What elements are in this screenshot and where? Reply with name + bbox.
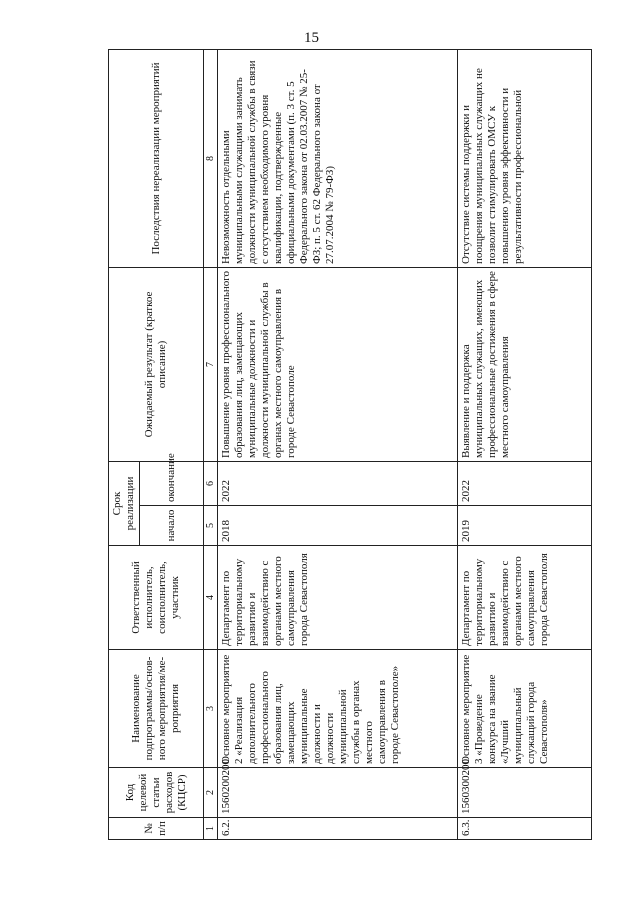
column-number: 1 xyxy=(204,818,218,840)
header-responsible: Ответственный исполнитель, соисполнитель, участник xyxy=(109,546,204,650)
table-row xyxy=(458,49,592,839)
row-responsible: Департамент по территориальному развитию и взаимодействию с органами местного самоуправления города Севастополя xyxy=(458,546,592,650)
table-row xyxy=(218,49,458,839)
row-consequence: Отсутствие системы поддержки и поощрения муниципальных служащих не позволит стимулировать ОМСУ к повышению уровня эффективности и результативности профессиональной xyxy=(458,49,592,267)
row-end: 2022 xyxy=(218,461,458,505)
row-num: 6.3. xyxy=(458,818,592,840)
column-number: 4 xyxy=(204,546,218,650)
column-number-row xyxy=(204,49,218,839)
row-code: 1560300200 xyxy=(458,768,592,818)
header-period: Срок реализации xyxy=(109,461,140,545)
row-consequence: Невозможность отдельными муниципальными служащими занимать должности муниципальной службы в связи с отсутствием необходимого уровня квалификации, подтвержденные официальными документами (п. 3 ст. 5 Федерального закона от 02.03.2007 № 25-ФЗ; п. 5 ст. 62 Федерального закона от 27.07.2004 № 79-ФЗ) xyxy=(218,49,458,267)
header-end: окончание xyxy=(140,461,204,505)
header-result: Ожидаемый результат (краткое описание) xyxy=(109,267,204,461)
row-num: 6.2. xyxy=(218,818,458,840)
row-start: 2018 xyxy=(218,506,458,546)
header-consequence: Последствия нереализации мероприятий xyxy=(109,49,204,267)
column-number: 3 xyxy=(204,650,218,768)
row-responsible: Департамент по территориальному развитию и взаимодействию с органами местного самоуправления города Севастополя xyxy=(218,546,458,650)
row-name: Основное мероприятие 2 «Реализация дополнительного профессионального образования лиц, замещающих муниципальные должности и должности муниципальной службы в органах местного самоуправления в городе Севастополе» xyxy=(218,650,458,768)
row-result: Повышение уровня профессионального образования лиц, замещающих муниципальные должности и должности муниципальной службы в органах местного самоуправления в городе Севастополе xyxy=(218,267,458,461)
page-number: 15 xyxy=(304,30,319,46)
header-code: Код целевой статьи расходов (КЦСР) xyxy=(109,768,204,818)
header-num: № п/п xyxy=(109,818,204,840)
header-start: начало xyxy=(140,506,204,546)
row-code: 1560200200 xyxy=(218,768,458,818)
column-number: 6 xyxy=(204,461,218,505)
row-start: 2019 xyxy=(458,506,592,546)
column-number: 2 xyxy=(204,768,218,818)
measures-table xyxy=(108,49,592,840)
column-number: 7 xyxy=(204,267,218,461)
row-result: Выявление и поддержка муниципальных служащих, имеющих профессиональные достижения в сфере местного самоуправления xyxy=(458,267,592,461)
row-name: Основное мероприятие 3 «Проведение конкурса на звание «Лучший муниципальный служащий города Севастополя» xyxy=(458,650,592,768)
row-end: 2022 xyxy=(458,461,592,505)
header-name: Наименование подпрограммы/основ-ного мероприятия/ме-роприятия xyxy=(109,650,204,768)
column-number: 5 xyxy=(204,506,218,546)
column-number: 8 xyxy=(204,49,218,267)
header-row-1 xyxy=(109,49,140,839)
rotated-table-wrapper xyxy=(108,50,592,840)
